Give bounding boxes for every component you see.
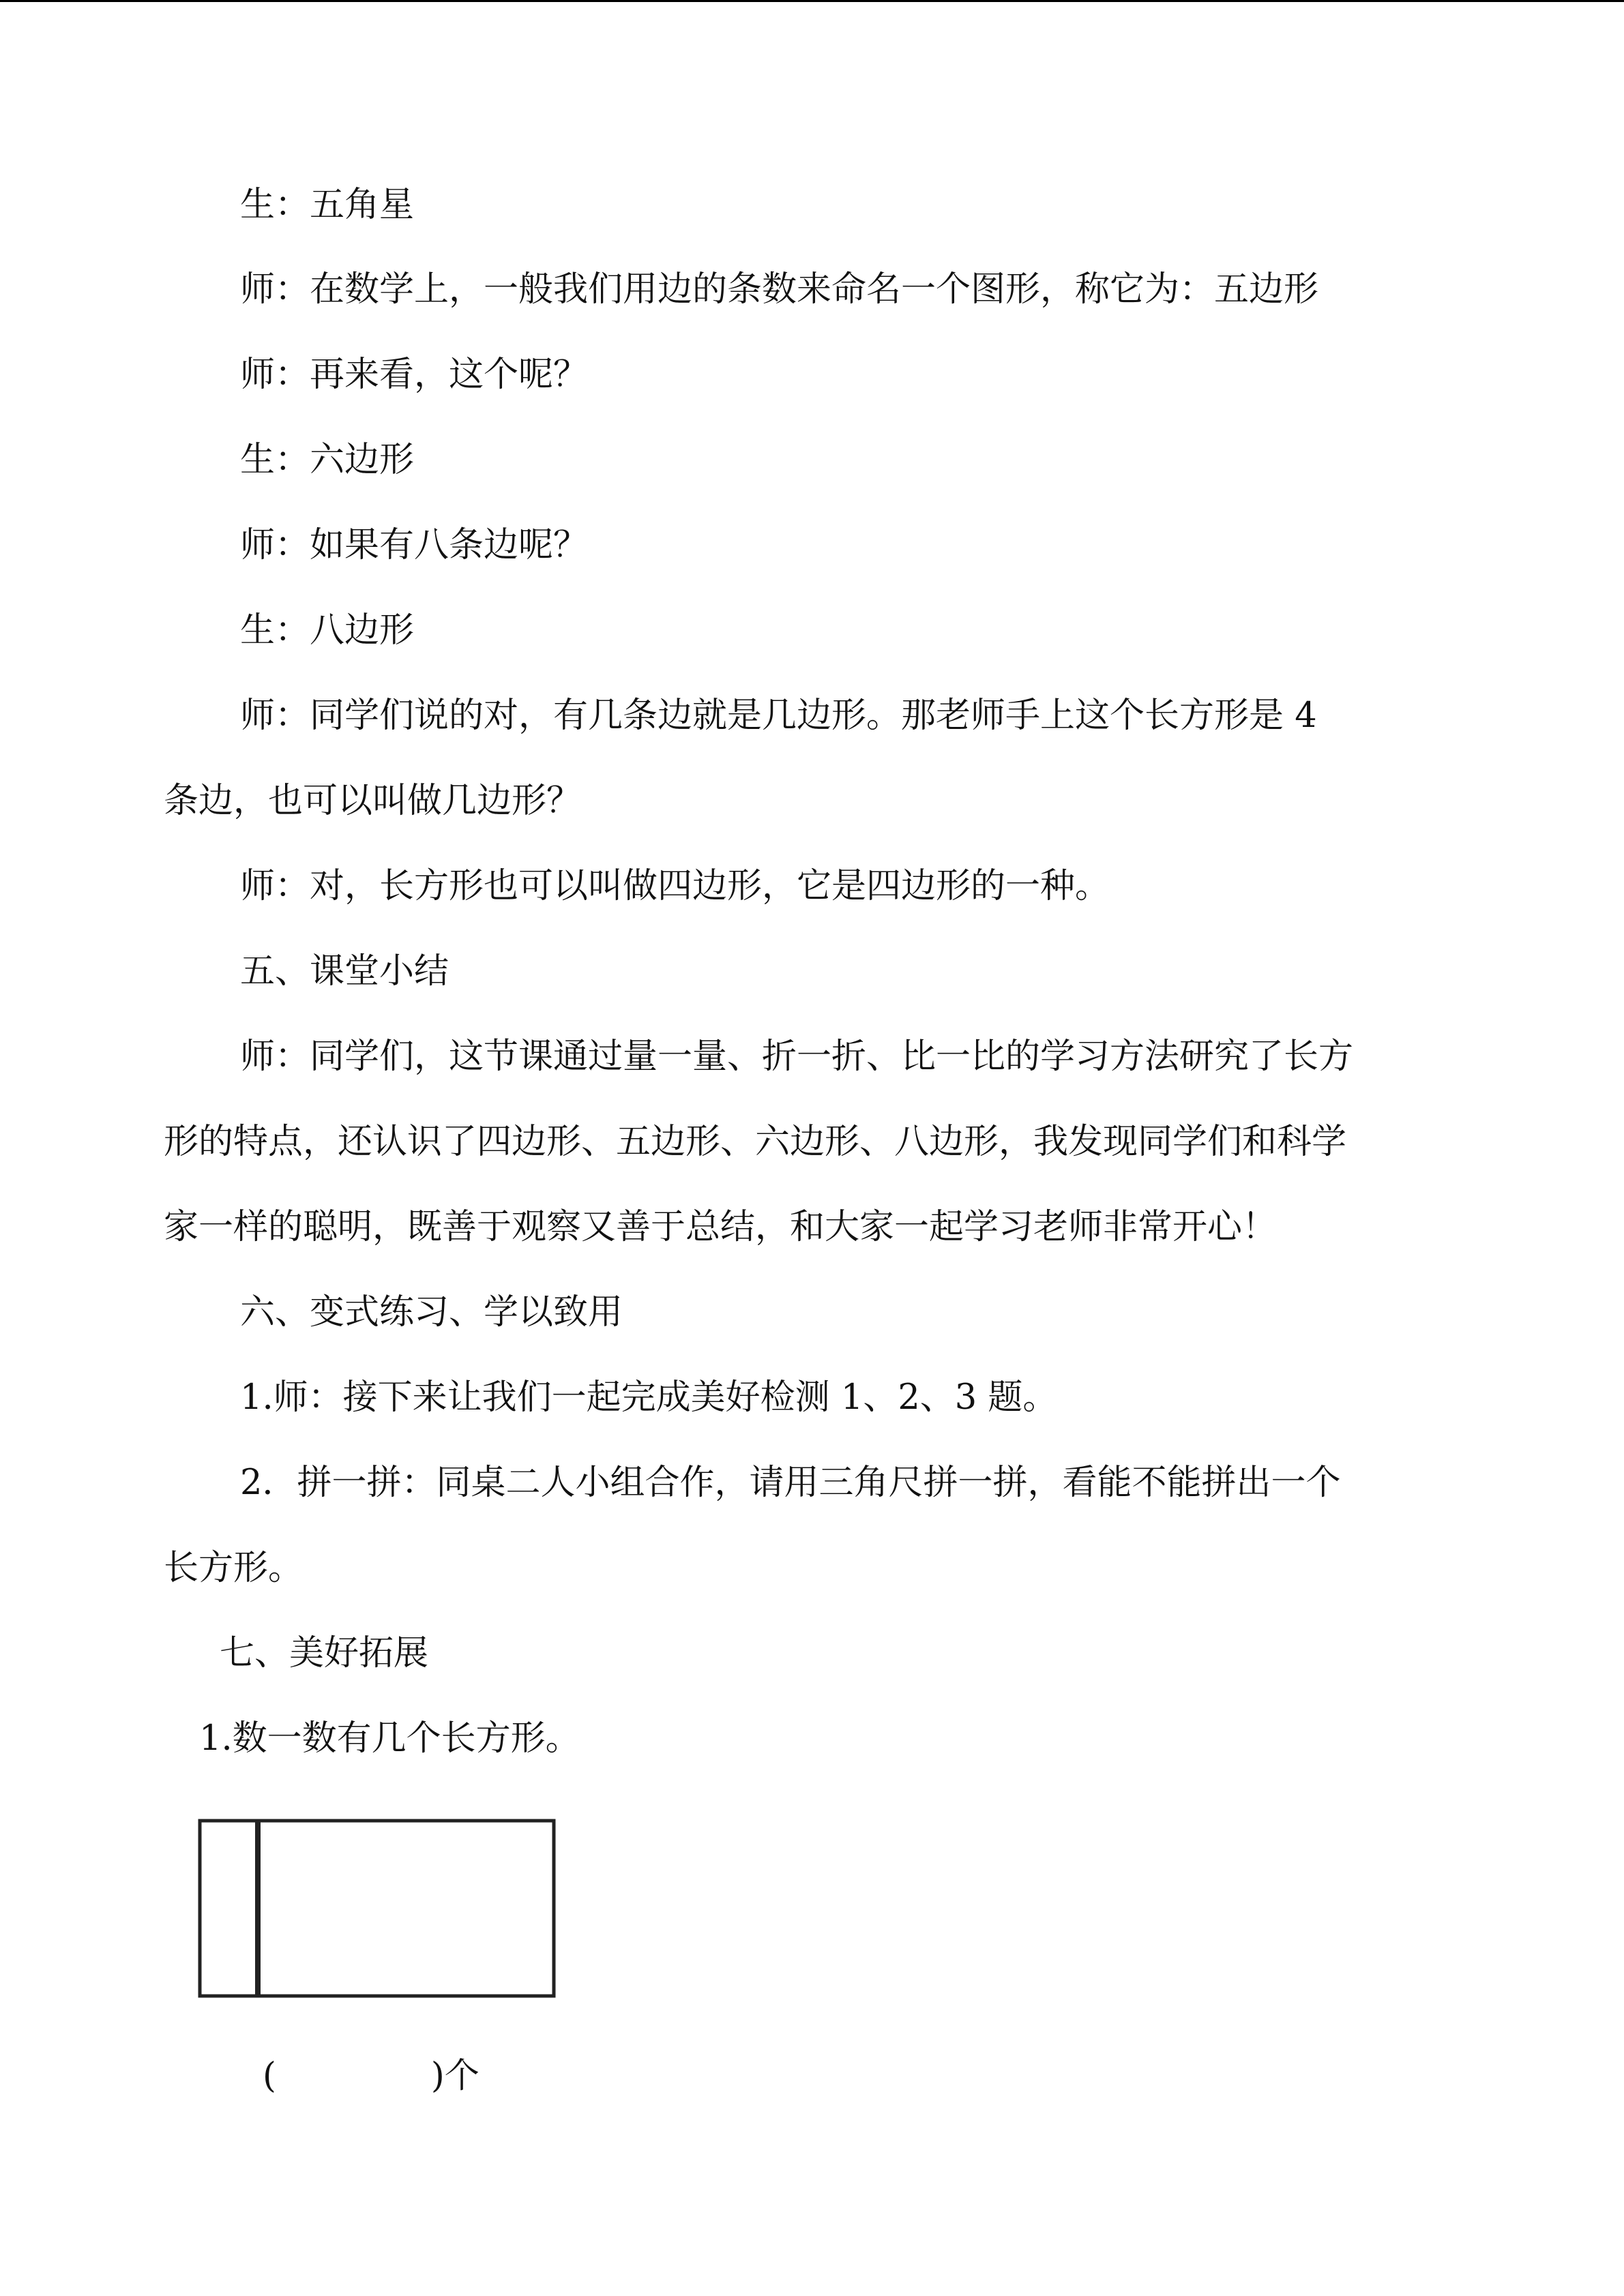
dialogue-line: 师：同学们说的对，有几条边就是几边形。那老师手上这个长方形是 4 bbox=[240, 696, 1317, 736]
exercise-item: 1.数一数有几个长方形。 bbox=[199, 1718, 580, 1759]
exercise-item: 2．拼一拼：同桌二人小组合作，请用三角尺拼一拼，看能不能拼出一个 bbox=[240, 1463, 1341, 1503]
section-heading: 七、美好拓展 bbox=[220, 1633, 429, 1673]
dialogue-line: 生：五角星 bbox=[240, 185, 415, 225]
page-top-border bbox=[0, 0, 1624, 2]
dialogue-line: 师：如果有八条边呢？ bbox=[240, 525, 589, 565]
dialogue-line-continued: 条边，也可以叫做几边形？ bbox=[164, 781, 582, 821]
section-heading: 五、课堂小结 bbox=[240, 951, 449, 992]
dialogue-line: 师：再来看，这个呢？ bbox=[240, 355, 589, 395]
rectangle-figure bbox=[198, 1819, 556, 1998]
exercise-item: 1.师：接下来让我们一起完成美好检测 1、2、3 题。 bbox=[240, 1377, 1058, 1418]
answer-blank[interactable]: ( )个 bbox=[263, 2056, 479, 2096]
summary-line-continued: 家一样的聪明，既善于观察又善于总结，和大家一起学习老师非常开心！ bbox=[164, 1207, 1278, 1247]
outer-rectangle bbox=[200, 1821, 554, 1996]
summary-line-continued: 形的特点，还认识了四边形、五边形、六边形、八边形，我发现同学们和科学 bbox=[164, 1122, 1347, 1162]
dialogue-line: 师：在数学上，一般我们用边的条数来命名一个图形，称它为：五边形 bbox=[240, 269, 1319, 310]
dialogue-line: 师：对，长方形也可以叫做四边形，它是四边形的一种。 bbox=[240, 866, 1110, 906]
exercise-item-continued: 长方形。 bbox=[164, 1548, 304, 1588]
dialogue-line: 生：六边形 bbox=[240, 440, 415, 480]
section-heading: 六、变式练习、学以致用 bbox=[240, 1292, 623, 1332]
summary-line: 师：同学们，这节课通过量一量、折一折、比一比的学习方法研究了长方 bbox=[240, 1037, 1354, 1077]
dialogue-line: 生：八边形 bbox=[240, 610, 415, 651]
